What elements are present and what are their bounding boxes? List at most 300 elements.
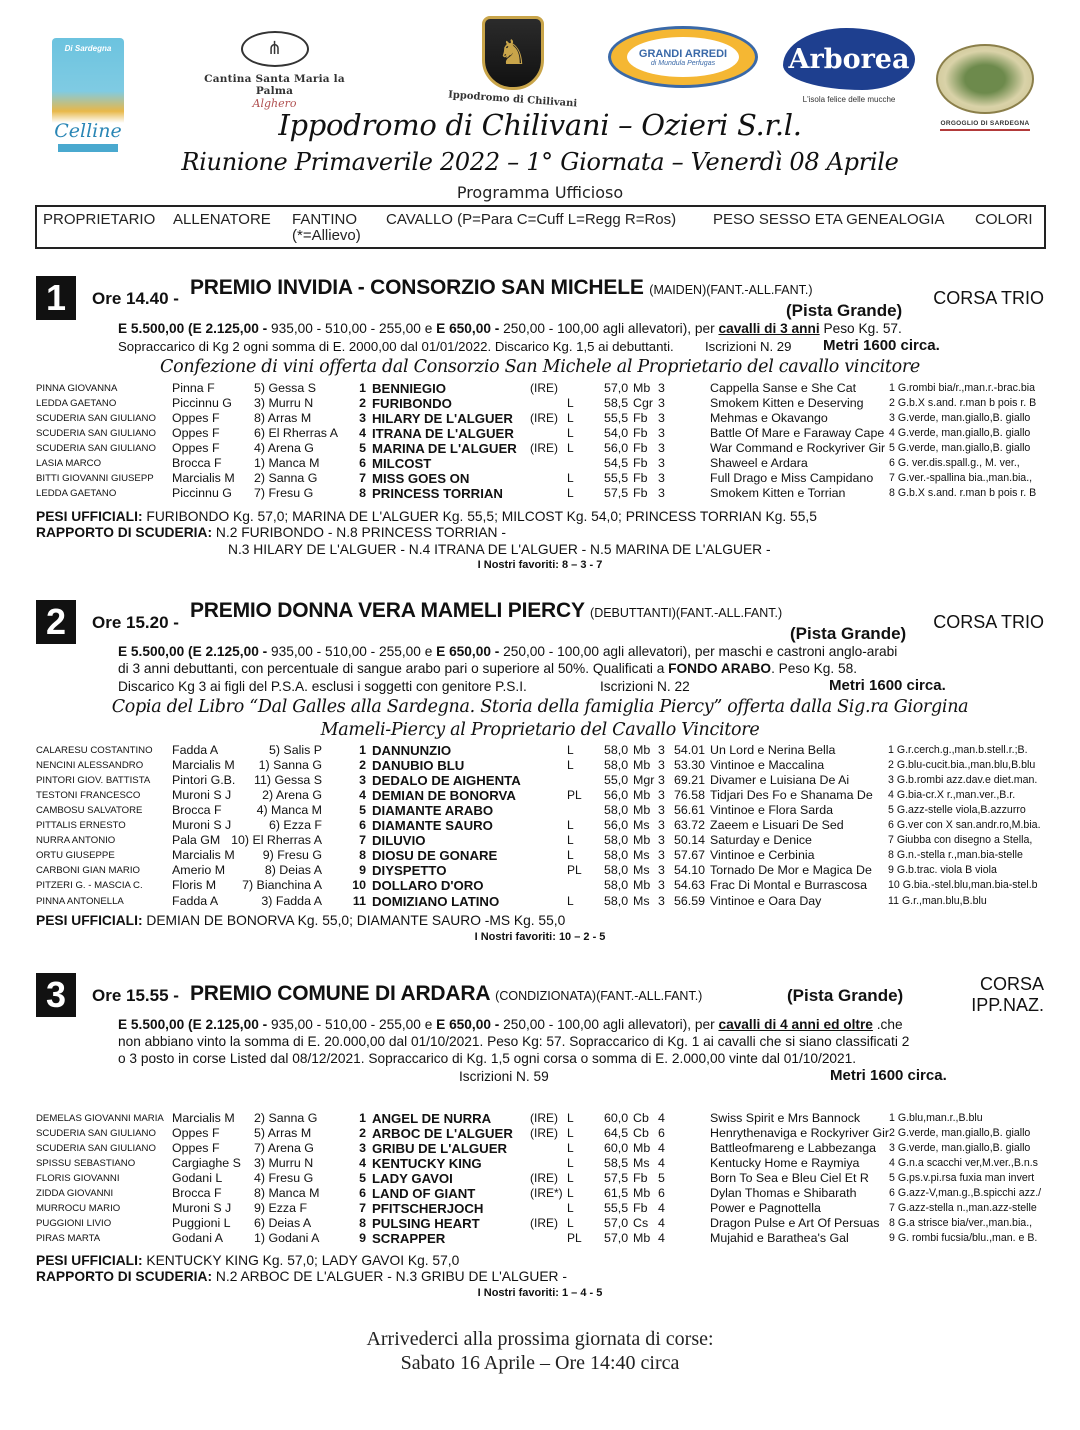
runner-colors: 1 G.rombi bia/r.,man.r.-brac.bia	[889, 382, 1036, 394]
runner-pedigree: Saturday e Denice	[710, 833, 812, 848]
runner-row	[0, 863, 1080, 878]
race-conditions-line2: non abbiano vinto la somma di E. 20.000,00 dal 01/10/2021. Peso Kg: 57. Sopraccarico di Kg. 1 ai cavalli che si siano classificati 2	[118, 1034, 910, 1049]
runner-pedigree: Smokem Kitten e Torrian	[710, 486, 846, 500]
san-michele-emblem-icon	[936, 44, 1034, 114]
runner-colors: 1 G.blu,man.r.,B.blu	[889, 1112, 983, 1124]
favorites: I Nostri favoriti: 10 – 2 - 5	[474, 931, 606, 943]
runner-horse: FURIBONDO	[372, 396, 452, 411]
race-prize: Copia del Libro “Dal Galles alla Sardegna. Storia della famiglia Piercy” offerta dalla Sig.ra Giorgina	[111, 697, 969, 717]
arborea-tagline: L'isola felice delle mucche	[802, 95, 896, 104]
runner-kg: 58,5	[604, 396, 629, 410]
runner-jockey: 2) Arena G	[262, 788, 322, 803]
runner-row	[0, 758, 1080, 773]
runner-row	[0, 411, 1080, 426]
runner-age: 3	[658, 743, 665, 757]
runner-row	[0, 818, 1080, 833]
runner-pedigree: Mehmas e Okavango	[710, 411, 828, 425]
runner-gear: L	[567, 1171, 574, 1186]
runner-sex: Fb	[633, 456, 648, 470]
runner-num: 3	[359, 411, 366, 425]
runner-age: 6	[658, 1186, 665, 1201]
runner-trainer: Marcialis M	[172, 1111, 235, 1125]
runner-gear: L	[567, 471, 574, 485]
runner-colors: 7 Giubba con disegno a Stella,	[888, 834, 1033, 847]
runner-colors: 9 G. rombi fucsia/blu.,man. e B.	[889, 1232, 1038, 1245]
runner-horse: LAND OF GIANT	[372, 1186, 476, 1202]
runner-kg: 56,0	[604, 788, 629, 803]
col-jockey: FANTINO	[292, 211, 358, 228]
runner-owner: NENCINI ALESSANDRO	[36, 760, 144, 772]
grandi-arredi-sub: di Mundula Perfugas	[650, 59, 716, 67]
distance: Metri 1600 circa.	[830, 1067, 947, 1084]
runner-owner: MURROCU MARIO	[36, 1203, 121, 1215]
runner-pedigree: Henrythenaviga e Rockyriver Gir	[710, 1126, 890, 1141]
runner-colors: 7 G.azz-stella n.,man.azz-stelle	[889, 1202, 1037, 1215]
runner-trainer: Cargiaghe S	[172, 1156, 241, 1171]
runner-sex: Fb	[633, 426, 648, 440]
runner-horse: BENNIEGIO	[372, 381, 447, 396]
runner-owner: CARBONI GIAN MARIO	[36, 865, 140, 877]
runner-age: 3	[658, 396, 665, 410]
runner-sex: Mb	[633, 743, 651, 757]
runner-jockey: 8) Manca M	[254, 1186, 320, 1201]
runner-age: 4	[658, 1141, 665, 1156]
runner-owner: SCUDERIA SAN GIULIANO	[36, 1143, 156, 1155]
runner-sex: Ms	[633, 818, 650, 833]
runner-sex: Mb	[633, 1186, 651, 1201]
col-jockey-note: (*=Allievo)	[292, 227, 361, 244]
runner-kg: 60,0	[604, 1141, 629, 1156]
col-info: PESO SESSO ETA GENEALOGIA	[713, 211, 945, 228]
runner-jockey: 1) Sanna G	[258, 758, 322, 773]
runner-sex: Mb	[633, 788, 651, 803]
runner-index: 50.14	[674, 833, 706, 848]
runner-pedigree: Zaeem e Lisuari De Sed	[710, 818, 844, 833]
runner-age: 3	[658, 878, 665, 893]
runner-index: 54.01	[674, 743, 706, 757]
runner-index: 54.63	[674, 878, 706, 893]
runner-num: 5	[359, 803, 366, 818]
grandi-arredi-logo	[608, 26, 758, 88]
runner-sex: Mb	[633, 1231, 651, 1246]
bet-type: CORSA IPP.NAZ.	[971, 974, 1044, 1015]
runner-age: 3	[658, 758, 665, 773]
runner-trainer: Pinna F	[172, 381, 215, 395]
runner-row	[0, 396, 1080, 411]
race-name-text: PREMIO DONNA VERA MAMELI PIERCY	[190, 599, 585, 622]
stable-report: RAPPORTO DI SCUDERIA: N.2 ARBOC DE L'ALGUER - N.3 GRIBU DE L'ALGUER -	[36, 1269, 567, 1284]
runner-sex: Cs	[633, 1216, 649, 1231]
runner-sex: Cgr	[633, 396, 653, 410]
runner-pedigree: Dylan Thomas e Shibarath	[710, 1186, 857, 1201]
runner-owner: SCUDERIA SAN GIULIANO	[36, 413, 156, 424]
page-title: Ippodromo di Chilivani – Ozieri S.r.l.	[278, 108, 802, 142]
runner-gear: L	[567, 1201, 574, 1216]
runner-pedigree: Shaweel e Ardara	[710, 456, 808, 470]
runner-row	[0, 773, 1080, 788]
runner-jockey: 7) Bianchina A	[242, 878, 322, 893]
runner-colors: 5 G.ps.v.pi.rsa fuxia man invert	[889, 1172, 1035, 1185]
runner-horse: PULSING HEART	[372, 1216, 480, 1232]
runner-horse: DIOSU DE GONARE	[372, 848, 498, 864]
runner-num: 6	[359, 1186, 366, 1201]
san-michele-caption: ORGOGLIO DI SARDEGNA	[940, 120, 1029, 131]
col-owner: PROPRIETARIO	[43, 211, 156, 228]
runner-num: 8	[359, 848, 366, 863]
runner-num: 1	[359, 381, 366, 395]
runner-owner: BITTI GIOVANNI GIUSEPP	[36, 473, 154, 484]
runner-owner: SCUDERIA SAN GIULIANO	[36, 428, 156, 439]
runner-colors: 6 G.azz-V,man.g.,B.spicchi azz./	[889, 1187, 1042, 1200]
runner-num: 1	[359, 743, 366, 757]
runner-age: 3	[658, 456, 665, 470]
runner-num: 8	[359, 486, 366, 500]
runner-row	[0, 1201, 1080, 1216]
track-label: (Pista Grande)	[790, 624, 907, 643]
runner-horse: ITRANA DE L'ALGUER	[372, 426, 514, 441]
runner-gear: L	[567, 441, 574, 455]
horse-head-shield-icon: ♞	[482, 16, 544, 90]
arborea-name: Arborea	[783, 28, 915, 90]
runner-owner: CAMBOSU SALVATORE	[36, 805, 143, 817]
runner-age: 3	[658, 788, 665, 803]
runner-pedigree: Born To Sea e Bleu Ciel Et R	[710, 1171, 869, 1186]
col-horse: CAVALLO (P=Para C=Cuff L=Regg R=Ros)	[386, 211, 677, 228]
runner-gear: L	[567, 848, 574, 863]
runner-jockey: 3) Fadda A	[261, 893, 322, 908]
runner-gear: PL	[567, 1231, 582, 1246]
race-name	[190, 982, 702, 1006]
runner-pedigree: War Command e Rockyriver Gir	[710, 441, 886, 455]
runner-horse: DOMIZIANO LATINO	[372, 893, 500, 909]
runner-sex: Ms	[633, 1156, 650, 1171]
race-number-badge: 2	[36, 600, 76, 644]
track-label: (Pista Grande)	[786, 301, 903, 320]
runner-row	[0, 441, 1080, 456]
runner-jockey: 9) Ezza F	[254, 1201, 308, 1216]
race-conditions: E 5.500,00 (E 2.125,00 - 935,00 - 510,00 - 255,00 e E 650,00 - 250,00 - 100,00 agli allevatori), per cavalli di 4 anni ed oltre .che	[118, 1017, 903, 1032]
runner-kg: 55,0	[604, 773, 629, 788]
race-conditions-line2: di 3 anni debuttanti, con percentuale di sangue arabo pari o superiore al 50%. Qualificati a FONDO ARABO. Peso Kg. 58.	[118, 661, 858, 676]
race-conditions: E 5.500,00 (E 2.125,00 - 935,00 - 510,00 - 255,00 e E 650,00 - 250,00 - 100,00 agli allevatori), per cavalli di 3 anni Peso Kg. 57.	[118, 321, 902, 336]
runner-gear: L	[567, 893, 574, 908]
runner-trainer: Fadda A	[172, 743, 219, 757]
runner-horse: GRIBU DE L'ALGUER	[372, 1141, 508, 1157]
runner-trainer: Oppes F	[172, 1141, 220, 1156]
runner-num: 7	[359, 833, 366, 848]
runner-owner: CALARESU COSTANTINO	[36, 745, 153, 756]
runner-sex: Fb	[633, 1171, 648, 1186]
runner-origin: (IRE)	[530, 411, 558, 425]
runner-num: 6	[359, 818, 366, 833]
runner-colors: 1 G.r.cerch.g.,man.b.stell.r.;B.	[888, 744, 1028, 756]
runner-horse: ANGEL DE NURRA	[372, 1111, 492, 1126]
runner-horse: PRINCESS TORRIAN	[372, 486, 503, 501]
runner-kg: 58,0	[604, 893, 629, 908]
runner-owner: SPISSU SEBASTIANO	[36, 1158, 136, 1170]
runner-sex: Fb	[633, 441, 648, 455]
runner-sex: Mb	[633, 803, 651, 818]
runner-horse: MARINA DE L'ALGUER	[372, 441, 517, 456]
runner-pedigree: Cappella Sanse e She Cat	[710, 381, 857, 395]
runner-pedigree: Tidjari Des Fo e Shanama De	[710, 788, 873, 803]
runner-colors: 3 G.verde, man.giallo,B. giallo	[889, 1142, 1031, 1155]
official-weights: PESI UFFICIALI: FURIBONDO Kg. 57,0; MARINA DE L'ALGUER Kg. 55,5; MILCOST Kg. 54,0; PRINCESS TORRIAN Kg. 55,5	[36, 509, 817, 524]
race-conditions-line3: Discarico Kg 3 ai figli del P.S.A. esclusi i soggetti con genitore P.S.I.	[118, 679, 527, 694]
runner-kg: 61,5	[604, 1186, 629, 1201]
official-weights: PESI UFFICIALI: DEMIAN DE BONORVA Kg. 55,0; DIAMANTE SAURO -MS Kg. 55,0	[36, 913, 566, 928]
runner-index: 63.72	[674, 818, 706, 833]
runner-owner: LASIA MARCO	[36, 458, 102, 469]
runner-gear: PL	[567, 788, 582, 803]
runner-jockey: 8) Arras M	[254, 411, 312, 425]
distance: Metri 1600 circa.	[829, 677, 946, 694]
runner-trainer: Oppes F	[172, 411, 220, 425]
runner-jockey: 5) Gessa S	[254, 381, 316, 395]
runner-jockey: 6) Deias A	[254, 1216, 312, 1231]
runner-horse: MILCOST	[372, 456, 432, 471]
runner-kg: 57,0	[604, 381, 629, 395]
runner-row	[0, 833, 1080, 848]
runner-jockey: 7) Fresu G	[254, 486, 314, 500]
runner-row	[0, 803, 1080, 818]
runner-num: 11	[352, 893, 366, 908]
runner-pedigree: Tornado De Mor e Magica De	[710, 863, 872, 878]
runner-row	[0, 471, 1080, 486]
wheat-icon: ⋔	[241, 31, 309, 67]
runner-age: 5	[658, 1171, 665, 1186]
runner-colors: 11 G.r.,man.blu,B.blu	[888, 894, 987, 907]
runner-num: 2	[359, 396, 366, 410]
runner-gear: L	[567, 1141, 574, 1156]
runner-kg: 56,0	[604, 818, 629, 833]
runner-horse: ARBOC DE L'ALGUER	[372, 1126, 513, 1142]
runner-pedigree: Mujahid e Barathea's Gal	[710, 1231, 849, 1246]
runner-trainer: Oppes F	[172, 426, 220, 440]
race-type: (DEBUTTANTI)(FANT.-ALL.FANT.)	[590, 606, 783, 620]
runner-origin: (IRE)	[530, 1171, 558, 1186]
runner-trainer: Puggioni L	[172, 1216, 231, 1231]
runner-trainer: Muroni S J	[172, 1201, 232, 1216]
race-time: Ore 15.55 -	[92, 986, 179, 1005]
stable-report-cont: N.3 HILARY DE L'ALGUER - N.4 ITRANA DE L'ALGUER - N.5 MARINA DE L'ALGUER -	[228, 542, 771, 557]
runner-origin: (IRE)	[530, 1111, 558, 1125]
celline-logo-text: Celline	[54, 120, 122, 142]
runner-row	[0, 1141, 1080, 1156]
runner-jockey: 6) El Rherras A	[254, 426, 339, 440]
runner-origin: (IRE)	[530, 441, 558, 455]
runner-sex: Fb	[633, 486, 648, 500]
runner-kg: 57,0	[604, 1231, 629, 1246]
race-type: (MAIDEN)(FANT.-ALL.FANT.)	[649, 283, 813, 297]
runner-pedigree: Dragon Pulse e Art Of Persuas	[710, 1216, 880, 1231]
runner-sex: Ms	[633, 863, 650, 878]
runner-sex: Cb	[633, 1111, 649, 1125]
runner-row	[0, 788, 1080, 803]
runner-gear: L	[567, 426, 574, 440]
runner-gear: L	[567, 1156, 574, 1171]
runner-origin: (IRE*)	[530, 1186, 563, 1201]
runner-age: 3	[658, 848, 665, 863]
runner-age: 3	[658, 818, 665, 833]
runner-gear: L	[567, 1216, 574, 1231]
runner-sex: Mb	[633, 1141, 651, 1156]
runner-pedigree: Divamer e Luisiana De Ai	[710, 773, 850, 788]
runner-horse: DEDALO DE AIGHENTA	[372, 773, 521, 789]
runner-kg: 58,0	[604, 848, 629, 863]
official-weights: PESI UFFICIALI: KENTUCKY KING Kg. 57,0; LADY GAVOI Kg. 57,0	[36, 1253, 460, 1268]
runner-row	[0, 848, 1080, 863]
bet-type: CORSA TRIO	[933, 288, 1044, 308]
ippodromo-logo	[440, 6, 585, 114]
runner-index: 57.67	[674, 848, 706, 863]
runner-sex: Mb	[633, 833, 651, 848]
runner-num: 2	[359, 758, 366, 773]
runner-colors: 6 G.ver con X san.andr.ro,M.bia.	[888, 819, 1041, 832]
runner-horse: DIYSPETTO	[372, 863, 447, 879]
runner-sex: Mb	[633, 381, 651, 395]
runner-age: 3	[658, 773, 665, 788]
race-conditions: E 5.500,00 (E 2.125,00 - 935,00 - 510,00 - 255,00 e E 650,00 - 250,00 - 100,00 agli allevatori), per maschi e castroni anglo-arabi	[118, 644, 898, 659]
runner-pedigree: Vintinoe e Flora Sarda	[710, 803, 834, 818]
runner-jockey: 5) Salis P	[268, 743, 322, 757]
runner-colors: 9 G.b.trac. viola B viola	[888, 864, 997, 877]
runner-age: 3	[658, 381, 665, 395]
runner-owner: PUGGIONI LIVIO	[36, 1218, 112, 1230]
runner-owner: LEDDA GAETANO	[36, 398, 117, 409]
runner-num: 2	[359, 1126, 366, 1141]
runner-owner: PIRAS MARTA	[36, 1233, 101, 1245]
favorites: I Nostri favoriti: 8 – 3 - 7	[477, 559, 603, 571]
runner-owner: SCUDERIA SAN GIULIANO	[36, 443, 156, 454]
runner-trainer: Oppes F	[172, 1126, 220, 1141]
runner-age: 3	[658, 833, 665, 848]
runner-colors: 3 G.verde, man.giallo,B. giallo	[889, 412, 1031, 424]
track-label: (Pista Grande)	[787, 986, 904, 1005]
runner-kg: 57,5	[604, 1171, 629, 1186]
cantina-sub: Alghero	[252, 96, 297, 110]
grandi-arredi-name: GRANDI ARREDI	[638, 47, 728, 60]
runner-owner: PINNA ANTONELLA	[36, 895, 124, 907]
runner-jockey: 10) El Rherras A	[231, 833, 322, 848]
runner-kg: 54,0	[604, 426, 629, 440]
runner-kg: 58,5	[604, 1156, 629, 1171]
runner-age: 4	[658, 1231, 665, 1246]
runner-trainer: Brocca F	[172, 803, 222, 818]
runner-horse: DANNUNZIO	[372, 743, 452, 758]
race-time: Ore 15.20 -	[92, 613, 179, 632]
runner-age: 3	[658, 803, 665, 818]
runner-age: 6	[658, 1126, 665, 1141]
runner-num: 7	[359, 471, 366, 485]
runner-colors: 3 G.b.rombi azz.dav.e diet.man.	[888, 774, 1038, 787]
runner-horse: DEMIAN DE BONORVA	[372, 788, 516, 804]
distance: Metri 1600 circa.	[823, 337, 940, 354]
runner-num: 9	[359, 863, 366, 878]
race-name-text: PREMIO INVIDIA - CONSORZIO SAN MICHELE	[190, 276, 644, 299]
runner-trainer: Godani L	[172, 1171, 223, 1186]
runner-horse: HILARY DE L'ALGUER	[372, 411, 513, 426]
runner-kg: 58,0	[604, 758, 629, 773]
runner-kg: 57,0	[604, 1216, 629, 1231]
runner-owner: TESTONI FRANCESCO	[36, 790, 141, 802]
runner-age: 4	[658, 1111, 665, 1125]
runner-jockey: 5) Arras M	[254, 1126, 312, 1141]
runner-pedigree: Un Lord e Nerina Bella	[710, 743, 836, 757]
runner-origin: (IRE)	[530, 1216, 558, 1231]
runner-index: 76.58	[674, 788, 706, 803]
runner-kg: 64,5	[604, 1126, 629, 1141]
runner-pedigree: Frac Di Montal e Burrascosa	[710, 878, 868, 893]
runner-kg: 58,0	[604, 833, 629, 848]
runner-owner: ZIDDA GIOVANNI	[36, 1188, 114, 1200]
runner-colors: 6 G. ver.dis.spall.g., M. ver.,	[889, 457, 1020, 469]
runner-gear: L	[567, 1186, 574, 1201]
runner-num: 5	[359, 441, 366, 455]
race-number-badge: 1	[36, 276, 76, 320]
runner-colors: 7 G.ver.-spallina bia.,man.bia.,	[889, 472, 1033, 484]
runner-jockey: 4) Arena G	[254, 441, 314, 455]
column-header-box	[35, 205, 1046, 249]
runner-colors: 5 G.azz-stelle viola,B.azzurro	[888, 804, 1026, 817]
runner-owner: SCUDERIA SAN GIULIANO	[36, 1128, 156, 1140]
runner-trainer: Piccinnu G	[172, 486, 232, 500]
runner-gear: L	[567, 818, 574, 833]
runner-trainer: Marcialis M	[172, 848, 235, 863]
runner-owner: PINTORI GIOV. BATTISTA	[36, 775, 151, 787]
runner-row	[0, 878, 1080, 893]
col-colors: COLORI	[975, 211, 1033, 228]
runner-horse: DOLLARO D'ORO	[372, 878, 484, 894]
runner-age: 4	[658, 1216, 665, 1231]
cantina-name: Cantina Santa Maria la Palma	[204, 72, 345, 97]
runner-jockey: 8) Deias A	[264, 863, 322, 878]
footer-line-1: Arrivederci alla prossima giornata di corse:	[366, 1328, 714, 1350]
runner-jockey: 7) Arena G	[254, 1141, 314, 1156]
runner-sex: Mb	[633, 758, 651, 773]
runner-age: 3	[658, 471, 665, 485]
runner-pedigree: Power e Pagnottella	[710, 1201, 821, 1216]
runner-pedigree: Full Drago e Miss Campidano	[710, 471, 874, 485]
runner-trainer: Fadda A	[172, 893, 219, 908]
runner-kg: 58,0	[604, 878, 629, 893]
runner-row	[0, 456, 1080, 471]
runner-owner: FLORIS GIOVANNI	[36, 1173, 120, 1185]
runner-num: 4	[359, 788, 366, 803]
cantina-logo	[192, 30, 357, 110]
runner-index: 54.10	[674, 863, 706, 878]
race-number-badge: 3	[36, 973, 76, 1017]
runner-row	[0, 1231, 1080, 1246]
runner-row	[0, 1126, 1080, 1141]
runner-colors: 2 G.b.X s.and. r.man b pois r. B	[889, 397, 1037, 409]
col-trainer: ALLENATORE	[173, 211, 271, 228]
runner-num: 5	[359, 1171, 366, 1186]
entries-count: Iscrizioni N. 22	[600, 679, 690, 694]
runner-colors: 4 G.verde, man.giallo,B. giallo	[889, 427, 1031, 439]
runner-jockey: 4) Manca M	[256, 803, 322, 818]
runner-gear: L	[567, 743, 574, 757]
race-name	[190, 276, 813, 300]
runner-owner: NURRA ANTONIO	[36, 835, 116, 847]
runner-sex: Fb	[633, 471, 648, 485]
entries-count: Iscrizioni N. 59	[459, 1069, 549, 1084]
runner-kg: 55,5	[604, 411, 629, 425]
runner-pedigree: Battle Of Mare e Faraway Cape	[710, 426, 885, 440]
runner-gear: L	[567, 411, 574, 425]
runner-horse: KENTUCKY KING	[372, 1156, 482, 1172]
runner-horse: SCRAPPER	[372, 1231, 446, 1247]
